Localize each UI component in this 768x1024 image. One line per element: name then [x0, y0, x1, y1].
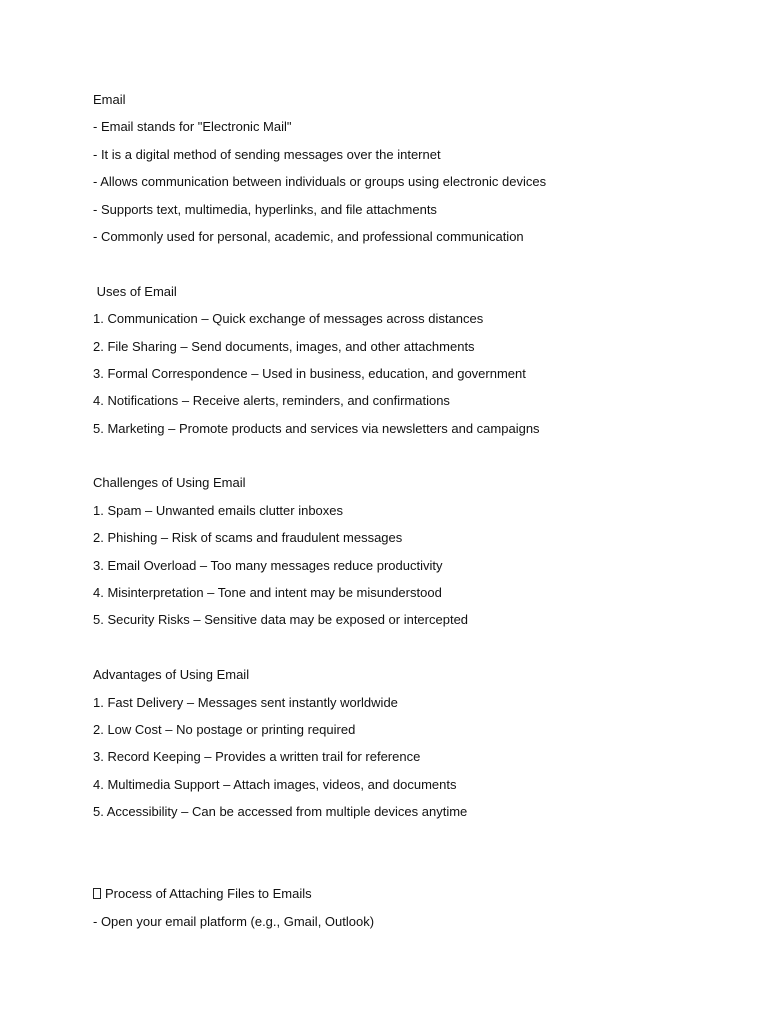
intro-bullet: - Email stands for "Electronic Mail"	[93, 119, 292, 135]
challenges-item: 5. Security Risks – Sensitive data may be exposed or intercepted	[93, 612, 469, 628]
uses-item: 1. Communication – Quick exchange of messages across distances	[93, 311, 484, 327]
advantages-item: 3. Record Keeping – Provides a written trail for reference	[93, 749, 421, 765]
blank-line	[93, 634, 713, 661]
section-heading-attaching-row	[93, 880, 713, 907]
missing-glyph-icon	[93, 888, 101, 899]
advantages-item: 1. Fast Delivery – Messages sent instantly worldwide	[93, 694, 398, 710]
section-heading-uses: Uses of Email	[93, 283, 177, 299]
blank-line	[93, 826, 713, 881]
section-heading-attaching: Process of Attaching Files to Emails	[105, 886, 312, 902]
advantages-item: 2. Low Cost – No postage or printing required	[93, 721, 356, 737]
section-heading-email: Email	[93, 92, 126, 107]
section-heading-advantages: Advantages of Using Email	[93, 667, 250, 683]
advantages-item: 4. Multimedia Support – Attach images, videos, and documents	[93, 776, 457, 792]
intro-bullet: - Supports text, multimedia, hyperlinks, and file attachments	[93, 201, 437, 217]
blank-line	[93, 250, 713, 277]
challenges-item: 4. Misinterpretation – Tone and intent may be misunderstood	[93, 585, 442, 601]
intro-bullet: - Commonly used for personal, academic, and professional communication	[93, 228, 524, 244]
document-body	[93, 86, 713, 935]
uses-item: 2. File Sharing – Send documents, images, and other attachments	[93, 338, 475, 354]
section-heading-challenges: Challenges of Using Email	[93, 475, 246, 491]
uses-item: 5. Marketing – Promote products and services via newsletters and campaigns	[93, 420, 540, 436]
intro-bullet: - Allows communication between individuals or groups using electronic devices	[93, 174, 547, 190]
challenges-item: 3. Email Overload – Too many messages reduce productivity	[93, 557, 443, 573]
attaching-item: - Open your email platform (e.g., Gmail, Outlook)	[93, 913, 375, 929]
advantages-item: 5. Accessibility – Can be accessed from multiple devices anytime	[93, 804, 468, 820]
uses-item: 4. Notifications – Receive alerts, reminders, and confirmations	[93, 393, 450, 409]
challenges-item: 2. Phishing – Risk of scams and fraudulent messages	[93, 530, 403, 546]
uses-item: 3. Formal Correspondence – Used in business, education, and government	[93, 365, 526, 381]
challenges-item: 1. Spam – Unwanted emails clutter inboxes	[93, 502, 344, 518]
blank-line	[93, 442, 713, 469]
intro-bullet: - It is a digital method of sending messages over the internet	[93, 146, 441, 162]
